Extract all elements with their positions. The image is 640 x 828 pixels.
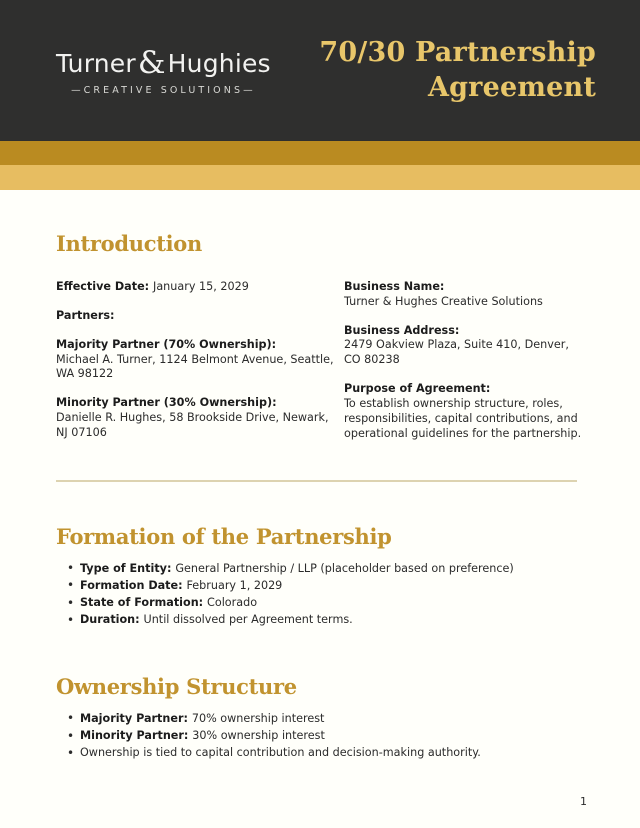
field-purpose-of-agreement	[344, 382, 584, 441]
field-label: Majority Partner (70% Ownership):	[56, 337, 277, 351]
bullet-value: February 1, 2029	[186, 578, 283, 592]
list-item	[80, 562, 584, 577]
field-label: Partners:	[56, 308, 115, 322]
field-value: Turner & Hughes Creative Solutions	[344, 294, 543, 308]
logo-word-hughies: Hughies	[167, 49, 271, 78]
logo-word-turner: Turner	[56, 49, 136, 78]
field-minority-partner	[56, 396, 334, 441]
bullet-label: State of Formation:	[80, 596, 208, 610]
list-item	[80, 746, 584, 761]
field-label: Business Name:	[344, 280, 445, 293]
field-value: To establish ownership structure, roles, responsibilities, capital contributions, and operational guidelines for the partnership.	[344, 397, 582, 440]
list-item	[80, 729, 584, 744]
introduction-columns	[56, 280, 584, 442]
ampersand-icon: &	[137, 45, 166, 81]
field-partners	[56, 309, 334, 324]
bullet-value: 70% ownership interest	[191, 711, 325, 725]
list-item	[80, 579, 584, 594]
bullet-label: Duration:	[80, 613, 144, 627]
section-heading-formation: Formation of the Partnership	[56, 523, 392, 549]
field-majority-partner	[56, 338, 334, 383]
bullet-label: Minority Partner:	[80, 729, 193, 743]
field-value: Danielle R. Hughes, 58 Brookside Drive, Newark, NJ 07106	[56, 411, 329, 440]
bullet-label: Formation Date:	[80, 578, 187, 592]
company-logo	[56, 47, 271, 96]
ownership-bullet-list	[56, 712, 584, 761]
field-label: Business Address:	[344, 323, 460, 337]
field-business-address	[344, 324, 584, 369]
bullet-value: Colorado	[207, 596, 258, 610]
field-value: Michael A. Turner, 1124 Belmont Avenue, Seattle, WA 98122	[56, 352, 334, 381]
list-item	[80, 613, 584, 628]
field-label: Effective Date:	[56, 280, 154, 293]
bullet-value: 30% ownership interest	[192, 729, 325, 743]
bullet-label: Type of Entity:	[80, 561, 176, 575]
list-item	[80, 712, 584, 727]
bullet-value: Until dissolved per Agreement terms.	[143, 613, 353, 627]
accent-band-light	[0, 165, 640, 190]
field-value: 2479 Oakview Plaza, Suite 410, Denver, CO 80238	[344, 338, 569, 367]
accent-band-dark	[0, 141, 640, 165]
field-label: Purpose of Agreement:	[344, 382, 491, 396]
introduction-left-column	[56, 280, 344, 442]
field-label: Minority Partner (30% Ownership):	[56, 396, 277, 410]
introduction-right-column	[344, 280, 584, 442]
logo-wordmark	[56, 45, 271, 81]
field-effective-date	[56, 280, 334, 295]
field-business-name	[344, 280, 584, 310]
page-number: 1	[580, 795, 587, 808]
bullet-label: Majority Partner:	[80, 711, 192, 725]
bullet-value: Ownership is tied to capital contribution and decision-making authority.	[80, 746, 481, 760]
field-value: January 15, 2029	[153, 280, 249, 293]
section-divider	[56, 480, 577, 482]
page-title: 70/30 Partnership Agreement	[319, 36, 596, 103]
document-body	[0, 190, 640, 761]
formation-bullet-list	[56, 562, 584, 628]
section-heading-ownership: Ownership Structure	[56, 673, 297, 699]
logo-tagline: —CREATIVE SOLUTIONS—	[71, 85, 256, 96]
list-item	[80, 596, 584, 611]
document-header	[0, 0, 640, 141]
bullet-value: General Partnership / LLP (placeholder based on preference)	[175, 561, 514, 575]
section-heading-introduction: Introduction	[56, 231, 202, 256]
